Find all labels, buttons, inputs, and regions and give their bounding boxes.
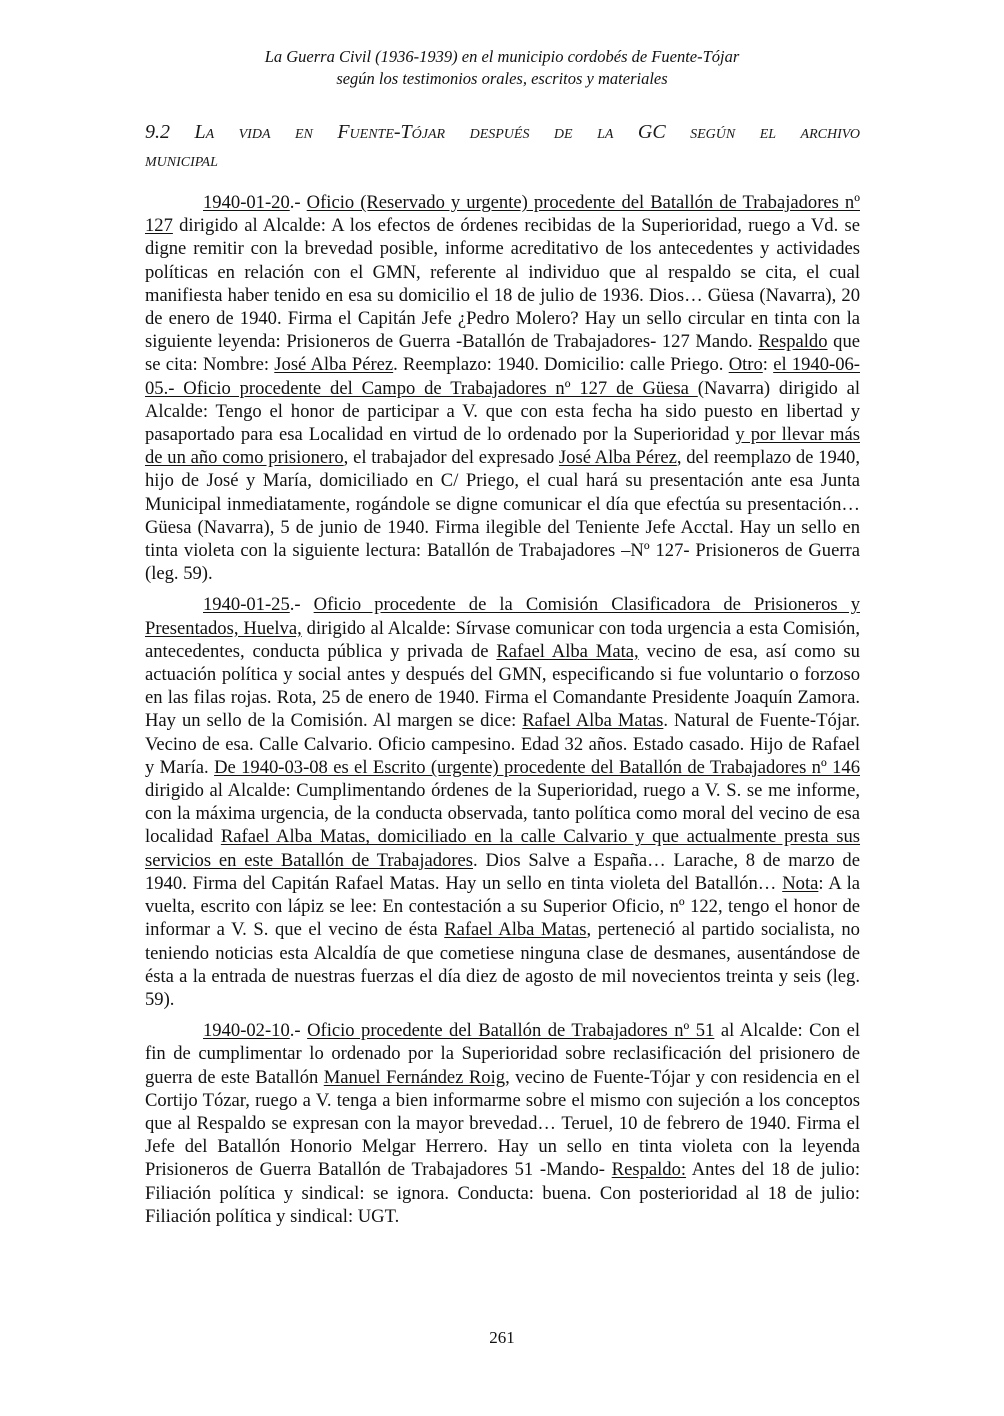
underlined-text: De 1940-03-08 es el Escrito (urgente) procedente del Batallón de Trabajadores nº 146	[214, 756, 860, 778]
text-run: , del reemplazo de 1940, hijo de José y María, domiciliado en C/ Priego, el cual hará su presentación ante esa Junta Municipal inmediatamente, rogándole se digne comunicar el día que efectúa su presentación… Güesa (Navarra), 5 de junio de 1940. Firma ilegible del Teniente Jefe Acctal. Hay un sello en tinta violeta con la siguiente lectura: Batallón de Trabajadores –Nº 127- Prisioneros de Guerra (leg. 59).	[145, 447, 860, 585]
page-number: 261	[489, 1328, 515, 1347]
text-run: (Navarra) dirigido al Alcalde: Tengo el honor de participar a V. que con esta fecha ha sido puesto en libertad y pasaportado para esa Localidad en virtud de lo ordenado por la Superioridad	[145, 377, 861, 446]
underlined-text: Rafael Alba Mata,	[496, 640, 639, 662]
underlined-text: el 1940-06-05.- Oficio procedente del Campo de Trabajadores nº 127 de Güesa	[145, 354, 860, 399]
paragraph-1	[145, 191, 860, 585]
running-header-line-1: La Guerra Civil (1936-1939) en el municipio cordobés de Fuente-Tójar	[264, 47, 740, 66]
text-run: Antes del 18 de julio: Filiación política y sindical: se ignora. Conducta: buena. Con posterioridad al 18 de julio: Filiación política y sindical: UGT.	[145, 1159, 860, 1227]
section-title-line-1: 9.2 La vida en Fuente-Tójar después de la GC según el archivo	[145, 121, 860, 143]
underlined-text: Rafael Alba Matas, domiciliado en la calle Calvario y que actualmente presta sus servicios en este Batallón de Trabajadores	[145, 826, 861, 871]
text-run: , vecino de Fuente-Tójar y con residencia en el Cortijo Tózar, ruego a V. tenga a bien informarme sobre el mismo con sujeción a los conceptos que al Respaldo se expresan con la mayor brevedad… Teruel, 10 de febrero de 1940. Firma el Jefe del Batallón Honorio Melgar Herrero. Hay un sello en tinta violeta con la leyenda Prisioneros de Guerra Batallón de Trabajadores 51 -Mando-	[145, 1066, 860, 1181]
underlined-text: Rafael Alba Matas	[444, 919, 587, 941]
text-run: .-	[289, 1020, 308, 1042]
text-run: : A la vuelta, escrito con lápiz se lee: En contestación a su Superior Oficio, nº 122, tengo el honor de informar a V. S. que el vecino de ésta	[145, 872, 860, 941]
section-title	[145, 118, 860, 174]
running-header	[0, 46, 1004, 90]
text-run: dirigido al Alcalde: Sírvase comunicar con toda urgencia a esta Comisión, antecedentes, conducta pública y privada de	[145, 617, 860, 662]
underlined-text: Respaldo:	[611, 1159, 687, 1181]
underlined-text: José Alba Pérez	[558, 447, 677, 469]
underlined-text: Nota	[782, 872, 819, 894]
running-header-line-2: según los testimonios orales, escritos y materiales	[336, 69, 668, 88]
underlined-text: Rafael Alba Matas	[522, 710, 664, 732]
section-title-line-2: municipal	[145, 149, 218, 171]
text-run: . Reemplazo: 1940. Domicilio: calle Priego.	[393, 354, 729, 376]
underlined-text: 1940-01-25	[203, 594, 290, 616]
text-run: .-	[289, 594, 314, 616]
text-run: :	[762, 354, 774, 376]
text-run: al Alcalde: Con el fin de cumplimentar lo ordenado por la Superioridad sobre reclasificación del prisionero de guerra de este Batallón	[145, 1020, 860, 1088]
underlined-text: Oficio procedente del Batallón de Trabajadores nº 51	[307, 1020, 715, 1042]
text-run: dirigido al Alcalde: A los efectos de órdenes recibidas de la Superioridad, ruego a Vd. se digne remitir con la brevedad posible, informe acreditativo de los antecedentes y actividades políticas en relación con el GMN, referente al individuo que al respaldo se cita, el cual manifiesta haber tenido en esa su domicilio el 18 de julio de 1936. Dios… Güesa (Navarra), 20 de enero de 1940. Firma el Capitán Jefe ¿Pedro Molero? Hay un sello circular en tinta con la siguiente leyenda: Prisioneros de Guerra -Batallón de Trabajadores- 127 Mando.	[145, 215, 860, 353]
underlined-text: 1940-02-10	[203, 1020, 290, 1042]
text-run: vecino de esa, así como su actuación política y social antes y después del GMN, especificando si fue voluntario o forzoso en las filas rojas. Rota, 25 de enero de 1940. Firma el Comandante Presidente Joaquín Zamora. Hay un sello de la Comisión. Al margen se dice:	[145, 640, 860, 732]
body-text	[145, 191, 860, 1236]
text-run: , el trabajador del expresado	[343, 447, 559, 469]
text-run: . Dios Salve a España… Larache, 8 de marzo de 1940. Firma del Capitán Rafael Matas. Hay un sello en tinta violeta del Batallón…	[145, 849, 860, 894]
underlined-text: Oficio procedente de la Comisión Clasificadora de Prisioneros y Presentados, Huelva,	[145, 594, 860, 639]
underlined-text: 1940-01-20	[203, 192, 290, 213]
paragraph-2	[145, 593, 860, 1011]
paragraph-3	[145, 1019, 860, 1228]
text-run: , perteneció al partido socialista, no teniendo noticias esta Alcaldía de que cometiese ninguna clase de desmanes, ausentándose de ésta a la entrada de nuestras fuerzas el día diez de agosto de mil novecientos treinta y seis (leg. 59).	[145, 919, 860, 1010]
underlined-text: Oficio (Reservado y urgente) procedente del Batallón de Trabajadores nº 127	[145, 192, 860, 237]
text-run: .-	[289, 192, 307, 213]
underlined-text: y por llevar más de un año como prisionero	[145, 424, 860, 469]
underlined-text: Otro	[728, 354, 763, 376]
underlined-text: Respaldo	[758, 331, 828, 353]
text-run: que se cita: Nombre:	[145, 331, 860, 376]
underlined-text: Manuel Fernández Roig	[323, 1066, 506, 1088]
underlined-text: José Alba Pérez	[274, 354, 394, 376]
text-run: . Natural de Fuente-Tójar. Vecino de esa. Calle Calvario. Oficio campesino. Edad 32 años. Estado casado. Hijo de Rafael y María.	[145, 710, 861, 778]
text-run: dirigido al Alcalde: Cumplimentando órdenes de la Superioridad, ruego a V. S. se me informe, con la máxima urgencia, de la conducta observada, tanto política como moral del vecino de esa localidad	[145, 780, 860, 848]
